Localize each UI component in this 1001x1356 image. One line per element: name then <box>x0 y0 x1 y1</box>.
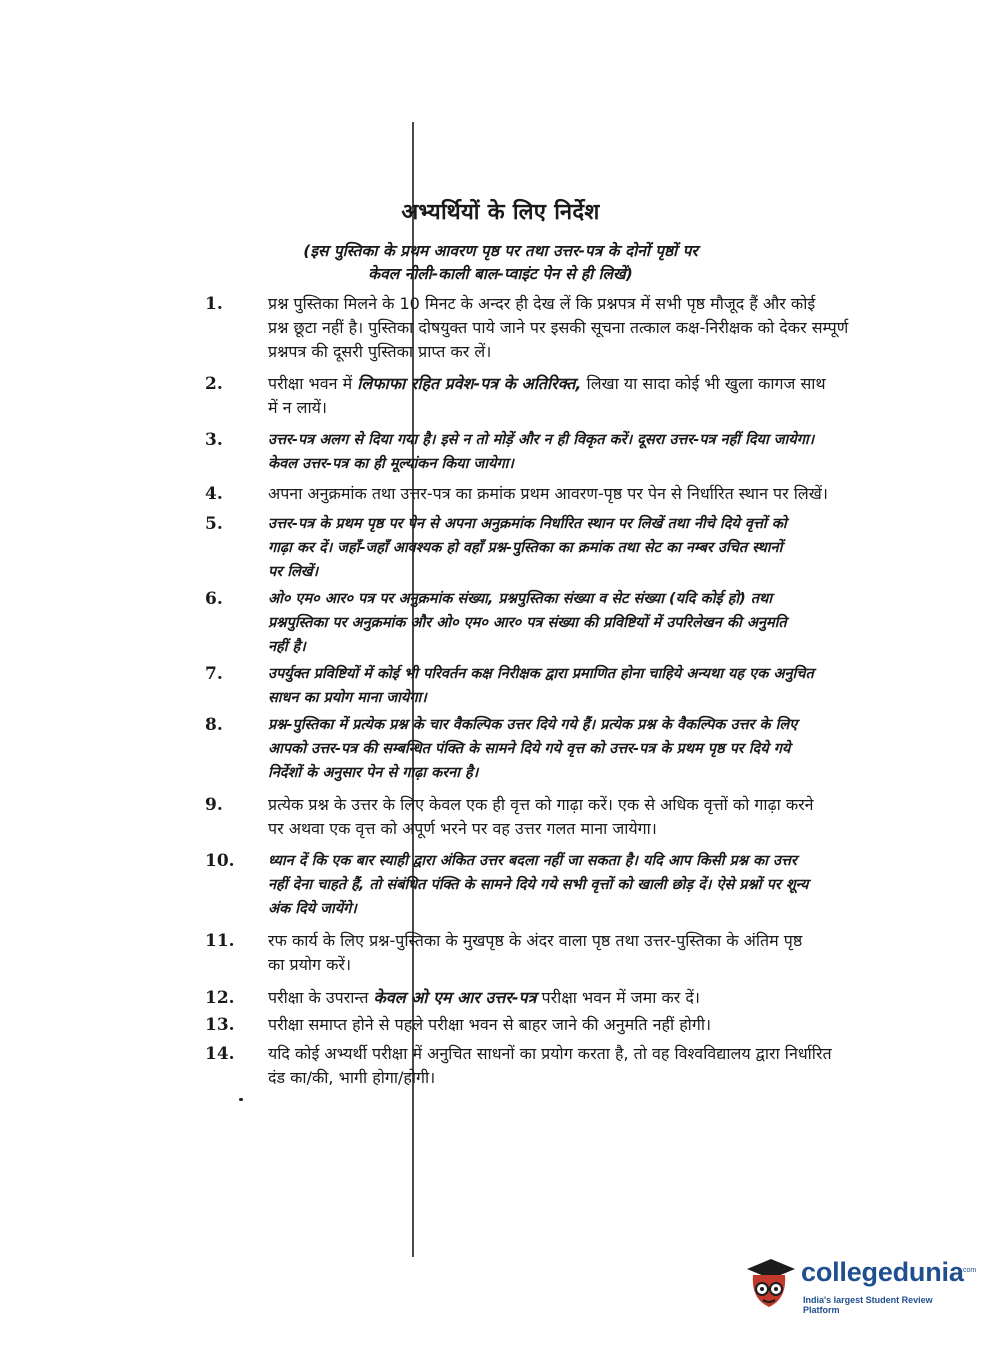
instruction-number: 14. <box>205 1044 235 1064</box>
graduate-mascot-icon <box>741 1255 797 1313</box>
instruction-bold-text: लिफाफा रहित प्रवेश-पत्र के अतिरिक्त, <box>357 374 582 393</box>
instruction-number: 12. <box>205 988 235 1008</box>
instruction-text <box>268 662 910 710</box>
instruction-plain-text: परीक्षा भवन में जमा कर दें। <box>536 988 700 1007</box>
instruction-number: 7. <box>205 664 223 684</box>
instruction-line: उत्तर-पत्र अलग से दिया गया है। इसे न तो मोड़ें और न ही विकृत करें। दूसरा उत्तर-पत्र नहीं दिया जायेगा। <box>268 432 815 448</box>
instruction-number: 5. <box>205 514 223 534</box>
instruction-number: 9. <box>205 795 223 815</box>
instruction-line: दंड का/की, भागी होगा/होगी। <box>268 1068 436 1087</box>
instruction-line: प्रश्न छूटा नहीं है। पुस्तिका दोषयुक्त पाये जाने पर इसकी सूचना तत्काल कक्ष-निरीक्षक को देकर सम्पूर्ण <box>268 318 849 337</box>
instruction-text <box>268 986 910 1010</box>
instruction-line: ओ० एम० आर० पत्र पर अनुक्रमांक संख्या, प्रश्नपुस्तिका संख्या व सेट संख्या (यदि कोई हो) तथा <box>268 591 773 607</box>
instruction-line: पर अथवा एक वृत्त को अपूर्ण भरने पर वह उत्तर गलत माना जायेगा। <box>268 819 657 838</box>
instruction-line: यदि कोई अभ्यर्थी परीक्षा में अनुचित साधनों का प्रयोग करता है, तो वह विश्वविद्यालय द्वारा निर्धारित <box>268 1044 832 1063</box>
instruction-line: उत्तर-पत्र के प्रथम पृष्ठ पर पेन से अपना अनुक्रमांक निर्धारित स्थान पर लिखें तथा नीचे दिये वृत्तों को <box>268 516 787 532</box>
instruction-line: परीक्षा समाप्त होने से पहले परीक्षा भवन से बाहर जाने की अनुमति नहीं होगी। <box>268 1015 712 1034</box>
document-title: अभ्यर्थियों के लिए निर्देश <box>401 200 600 225</box>
instruction-line: प्रश्नपत्र की दूसरी पुस्तिका प्राप्त कर लें। <box>268 342 492 361</box>
subtitle-line-1: (इस पुस्तिका के प्रथम आवरण पृष्ठ पर तथा उत्तर-पत्र के दोनों पृष्ठों पर <box>303 242 698 260</box>
instruction-line: में न लायें। <box>268 398 327 417</box>
collegedunia-watermark <box>741 1255 977 1315</box>
instruction-line: अपना अनुक्रमांक तथा उत्तर-पत्र का क्रमांक प्रथम आवरण-पृष्ठ पर पेन से निर्धारित स्थान पर लिखें। <box>268 484 828 503</box>
instruction-text <box>268 372 910 420</box>
instruction-text <box>268 428 910 476</box>
instruction-number: 6. <box>205 589 223 609</box>
instruction-line <box>268 372 910 396</box>
instruction-line: गाढ़ा कर दें। जहाँ-जहाँ आवश्यक हो वहाँ प्रश्न-पुस्तिका का क्रमांक तथा सेट का नम्बर उचित स्थानों <box>268 540 783 556</box>
instruction-plain-text: परीक्षा के उपरान्त <box>268 988 374 1007</box>
brand-suffix: .com <box>961 1267 977 1274</box>
instruction-line: निर्देशों के अनुसार पेन से गाढ़ा करना है। <box>268 765 479 781</box>
instruction-number: 10. <box>205 851 235 871</box>
instruction-line: साधन का प्रयोग माना जायेगा। <box>268 690 427 706</box>
instruction-text <box>268 1013 910 1037</box>
instruction-line: प्रत्येक प्रश्न के उत्तर के लिए केवल एक ही वृत्त को गाढ़ा करें। एक से अधिक वृत्तों को गाढ़ा करने <box>268 795 814 814</box>
instruction-text <box>268 929 910 977</box>
instruction-line <box>268 986 910 1010</box>
instruction-number: 4. <box>205 484 223 504</box>
instruction-line: पर लिखें। <box>268 564 319 580</box>
instruction-number: 13. <box>205 1015 235 1035</box>
instruction-number: 3. <box>205 430 223 450</box>
instruction-line: अंक दिये जायेंगे। <box>268 901 357 917</box>
instruction-line: नहीं देना चाहते हैं, तो संबंधित पंक्ति के सामने दिये गये सभी वृत्तों को खाली छोड़ दें। ऐसे प्रश्नों पर शून्य <box>268 877 809 893</box>
instruction-line: प्रश्न-पुस्तिका में प्रत्येक प्रश्न के चार वैकल्पिक उत्तर दिये गये हैं। प्रत्येक प्रश्न के वैकल्पिक उत्तर के लिए <box>268 717 798 733</box>
instruction-text <box>268 512 910 584</box>
instruction-number: 1. <box>205 294 223 314</box>
instruction-text <box>268 849 910 921</box>
instruction-number: 8. <box>205 715 223 735</box>
instruction-plain-text: परीक्षा भवन में <box>268 374 358 393</box>
brand-tagline: India's largest Student Review Platform <box>803 1295 933 1315</box>
instruction-text <box>268 482 910 506</box>
instruction-bold-text: केवल ओ एम आर उत्तर-पत्र <box>373 988 537 1007</box>
instruction-number: 11. <box>205 931 235 951</box>
instruction-line: रफ कार्य के लिए प्रश्न-पुस्तिका के मुखपृष्ठ के अंदर वाला पृष्ठ तथा उत्तर-पुस्तिका के अंतिम पृष्ठ <box>268 931 803 950</box>
instruction-text <box>268 713 910 785</box>
instruction-text <box>268 292 910 364</box>
instruction-line: नहीं है। <box>268 639 306 655</box>
instruction-number: 2. <box>205 374 223 394</box>
instruction-line: उपर्युक्त प्रविष्टियों में कोई भी परिवर्तन कक्ष निरीक्षक द्वारा प्रमाणित होना चाहिये अन्यथा यह एक अनुचित <box>268 666 814 682</box>
instruction-line: ध्यान दें कि एक बार स्याही द्वारा अंकित उत्तर बदला नहीं जा सकता है। यदि आप किसी प्रश्न का उत्तर <box>268 853 797 869</box>
instruction-line: प्रश्न पुस्तिका मिलने के 10 मिनट के अन्दर ही देख लें कि प्रश्नपत्र में सभी पृष्ठ मौजूद हैं और कोई <box>268 294 816 313</box>
instruction-text <box>268 1042 910 1090</box>
instruction-line: केवल उत्तर-पत्र का ही मूल्यांकन किया जायेगा। <box>268 456 514 472</box>
instruction-text <box>268 793 910 841</box>
subtitle-line-2: केवल नीली-काली बाल-प्वाइंट पेन से ही लिखें) <box>368 265 633 283</box>
instruction-line: प्रश्नपुस्तिका पर अनुक्रमांक और ओ० एम० आर० पत्र संख्या की प्रविष्टियों में उपरिलेखन की अनुमति <box>268 615 787 631</box>
instruction-line: का प्रयोग करें। <box>268 955 352 974</box>
instruction-line: आपको उत्तर-पत्र की सम्बन्धित पंक्ति के सामने दिये गये वृत्त को उत्तर-पत्र के प्रथम पृष्ठ पर दिये गये <box>268 741 791 757</box>
instruction-text <box>268 587 910 659</box>
instruction-plain-text: लिखा या सादा कोई भी खुला कागज साथ <box>581 374 826 393</box>
brand-name: collegedunia <box>801 1257 964 1287</box>
